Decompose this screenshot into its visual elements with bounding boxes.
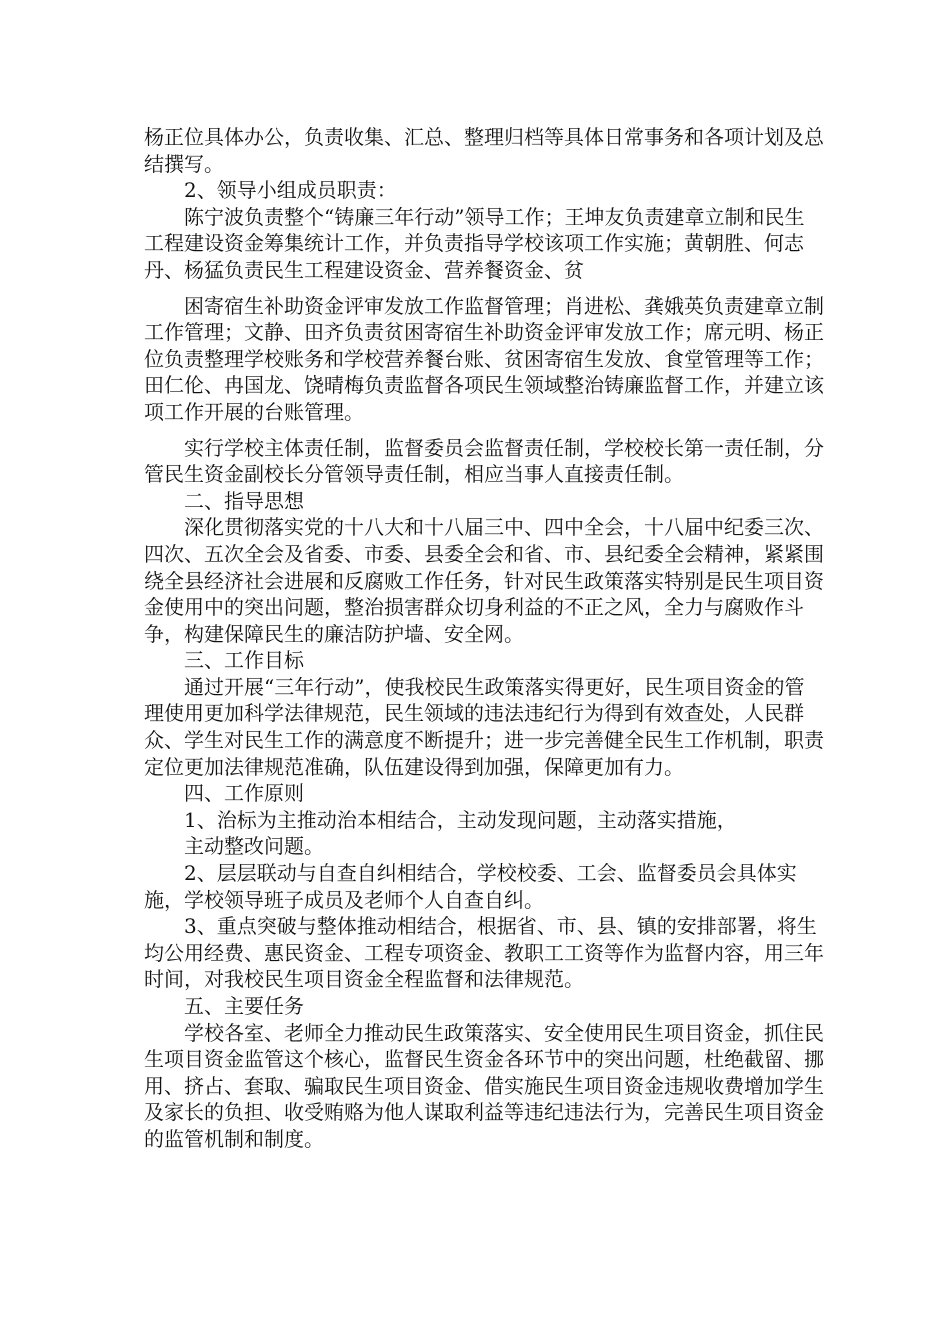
paragraph-member-duties-part1: 陈宁波负责整个“铸廉三年行动”领导工作；王坤友负责建章立制和民生工程建设资金筹集统计工作，并负责指导学校该项工作实施；黄朝胜、何志丹、杨猛负责民生工程建设资金、营养餐资金、贫 — [144, 204, 805, 282]
heading-work-principles: 四、工作原则 — [184, 781, 304, 806]
principle-2: 2、层层联动与自查自纠相结合，学校校委、工会、监督委员会具体实施，学校领导班子成员及老师个人自查自纠。 — [144, 861, 797, 912]
principle-1-line1: 1、治标为主推动治本相结合，主动发现问题，主动落实措施， — [184, 807, 737, 832]
heading-main-tasks: 五、主要任务 — [184, 994, 304, 1018]
heading-group-member-duties: 2、领导小组成员职责： — [184, 178, 397, 203]
document-body — [144, 124, 824, 1153]
heading-guiding-ideology: 二、指导思想 — [184, 488, 304, 513]
paragraph-main-tasks: 学校各室、老师全力推动民生政策落实、安全使用民生项目资金，抓住民生项目资金监管这个核心，监督民生资金各环节中的突出问题，杜绝截留、挪用、挤占、套取、骗取民生项目资金、借实施民生项目资金违规收费增加学生及家长的负担、收受贿赂为他人谋取利益等违纪违法行为，完善民生项目资金的监管机制和制度。 — [144, 1020, 824, 1151]
heading-work-goals: 三、工作目标 — [184, 648, 304, 673]
paragraph-member-duties-part2: 困寄宿生补助资金评审发放工作监督管理；肖进松、龚娥英负责建章立制工作管理；文静、田齐负责贫困寄宿生补助资金评审发放工作；席元明、杨正位负责整理学校账务和学校营养餐台账、贫困寄宿生发放、食堂管理等工作；田仁伦、冉国龙、饶晴梅负责监督各项民生领域整治铸廉监督工作，并建立该项工作开展的台账管理。 — [144, 293, 824, 424]
principle-1-line2: 主动整改问题。 — [184, 834, 324, 859]
paragraph-office-duties: 杨正位具体办公，负责收集、汇总、整理归档等具体日常事务和各项计划及总结撰写。 — [144, 125, 824, 176]
paragraph-guiding-ideology: 深化贯彻落实党的十八大和十八届三中、四中全会，十八届中纪委三次、四次、五次全会及省委、市委、县委全会和省、市、县纪委全会精神，紧紧围绕全县经济社会进展和反腐败工作任务，针对民生政策落实特别是民生项目资金使用中的突出问题，整治损害群众切身利益的不正之风，全力与腐败作斗争，构建保障民生的廉洁防护墙、安全网。 — [144, 515, 824, 646]
paragraph-work-goals: 通过开展“三年行动”，使我校民生政策落实得更好，民生项目资金的管理使用更加科学法律规范，民生领域的违法违纪行为得到有效查处，人民群众、学生对民生工作的满意度不断提升；进一步完善健全民生工作机制，职责定位更加法律规范准确，队伍建设得到加强，保障更加有力。 — [144, 674, 824, 779]
principle-3: 3、重点突破与整体推动相结合，根据省、市、县、镇的安排部署，将生均公用经费、惠民资金、工程专项资金、教职工工资等作为监督内容，用三年时间，对我校民生项目资金全程监督和法律规范。 — [144, 914, 824, 992]
paragraph-responsibility-system: 实行学校主体责任制，监督委员会监督责任制，学校校长第一责任制，分管民生资金副校长分管领导责任制，相应当事人直接责任制。 — [144, 435, 824, 487]
